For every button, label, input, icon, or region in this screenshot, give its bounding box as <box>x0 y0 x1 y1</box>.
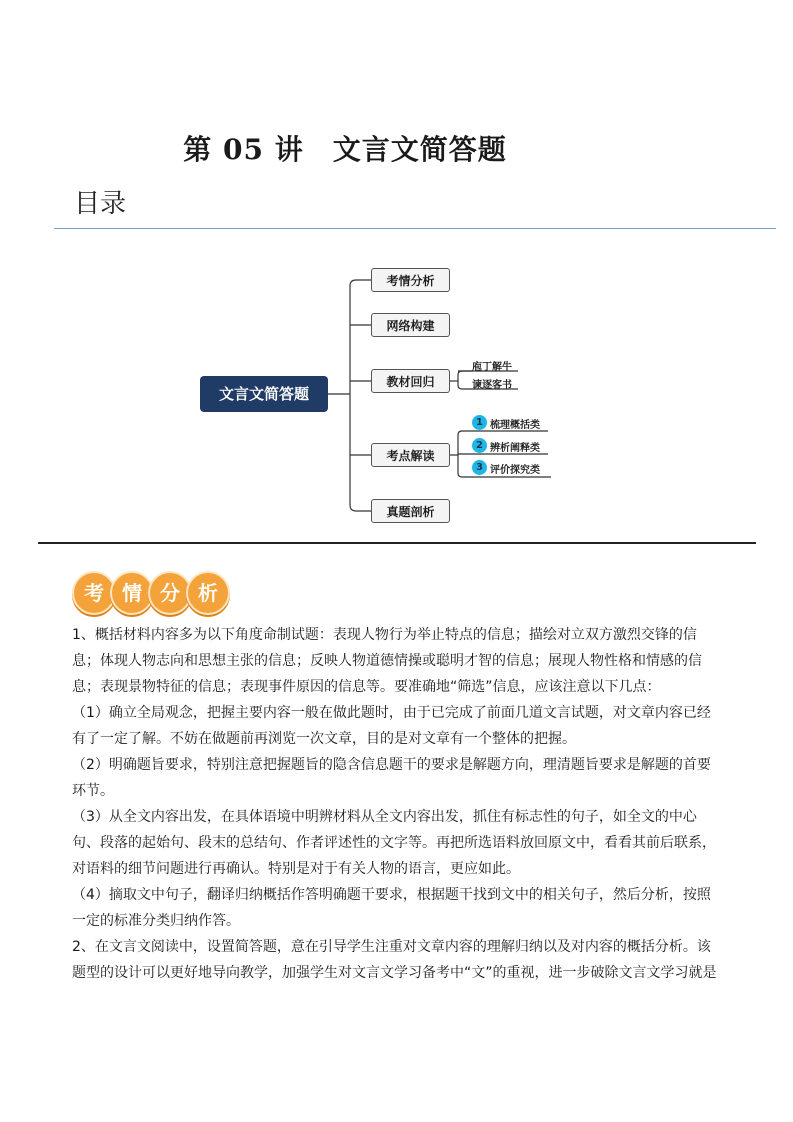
number-badge-3: 3 <box>472 460 487 475</box>
paragraph: 2、在文言文阅读中，设置简答题，意在引导学生注重对文章内容的理解归纳以及对内容的概括分析。该题型的设计可以更好地导向教学，加强学生对文言文学习备考中“文”的重视，进一步破除文言文学习就是 <box>72 939 717 981</box>
paragraph: （2）明确题旨要求，特别注意把握题旨的隐含信息题干的要求是解题方向，理清题旨要求是解题的首要环节。 <box>72 757 711 799</box>
section-divider <box>38 542 756 544</box>
page-title: 第 05 讲 文言文简答题 <box>183 133 507 166</box>
number-badge-1: 1 <box>472 415 487 430</box>
badge-char: 析 <box>186 571 230 615</box>
toc-heading: 目录 <box>74 189 127 219</box>
mindmap-node-kaoqing: 考情分析 <box>371 268 450 292</box>
mindmap-node-wangluo: 网络构建 <box>371 313 450 337</box>
badge-char: 分 <box>148 571 192 615</box>
mindmap-leaf-jianzhu: 谏逐客书 <box>472 380 512 391</box>
mindmap-leaf-shuli: 梳理概括类 <box>490 420 540 431</box>
paragraph: （1）确立全局观念，把握主要内容一般在做此题时，由于已完成了前面几道文言试题，对文章内容已经有了一定了解。不妨在做题前再浏览一次文章，目的是对文章有一个整体的把握。 <box>72 705 711 747</box>
mindmap-node-kaodian: 考点解读 <box>371 443 450 467</box>
body-text <box>72 622 722 986</box>
mindmap-node-zhenti: 真题剖析 <box>371 499 450 523</box>
paragraph: 1、概括材料内容多为以下角度命制试题：表现人物行为举止特点的信息；描绘对立双方激烈交锋的信息；体现人物志向和思想主张的信息；反映人物道德情操或聪明才智的信息；展现人物性格和情感的信息；表现景物特征的信息；表现事件原因的信息等。要准确地“筛选”信息，应该注意以下几点： <box>72 627 702 695</box>
mindmap-leaf-paoding: 庖丁解牛 <box>472 362 512 373</box>
mindmap-leaf-bianxi: 辨析阐释类 <box>490 443 540 454</box>
mindmap-leaf-pingjia: 评价探究类 <box>490 465 540 476</box>
mindmap-node-jiaocai: 教材回归 <box>371 369 450 393</box>
mindmap-root: 文言文简答题 <box>200 376 328 412</box>
number-badge-2: 2 <box>472 438 487 453</box>
paragraph: （4）摘取文中句子，翻译归纳概括作答明确题干要求，根据题干找到文中的相关句子，然后分析，按照一定的标准分类归纳作答。 <box>72 887 711 929</box>
badge-char: 考 <box>72 571 116 615</box>
paragraph: （3）从全文内容出发，在具体语境中明辨材料从全文内容出发，抓住有标志性的句子，如全文的中心句、段落的起始句、段末的总结句、作者评述性的文字等。再把所选语料放回原文中，看看其前后联系，对语料的细节问题进行再确认。特别是对于有关人物的语言，更应如此。 <box>72 809 716 877</box>
badge-char: 情 <box>110 571 154 615</box>
